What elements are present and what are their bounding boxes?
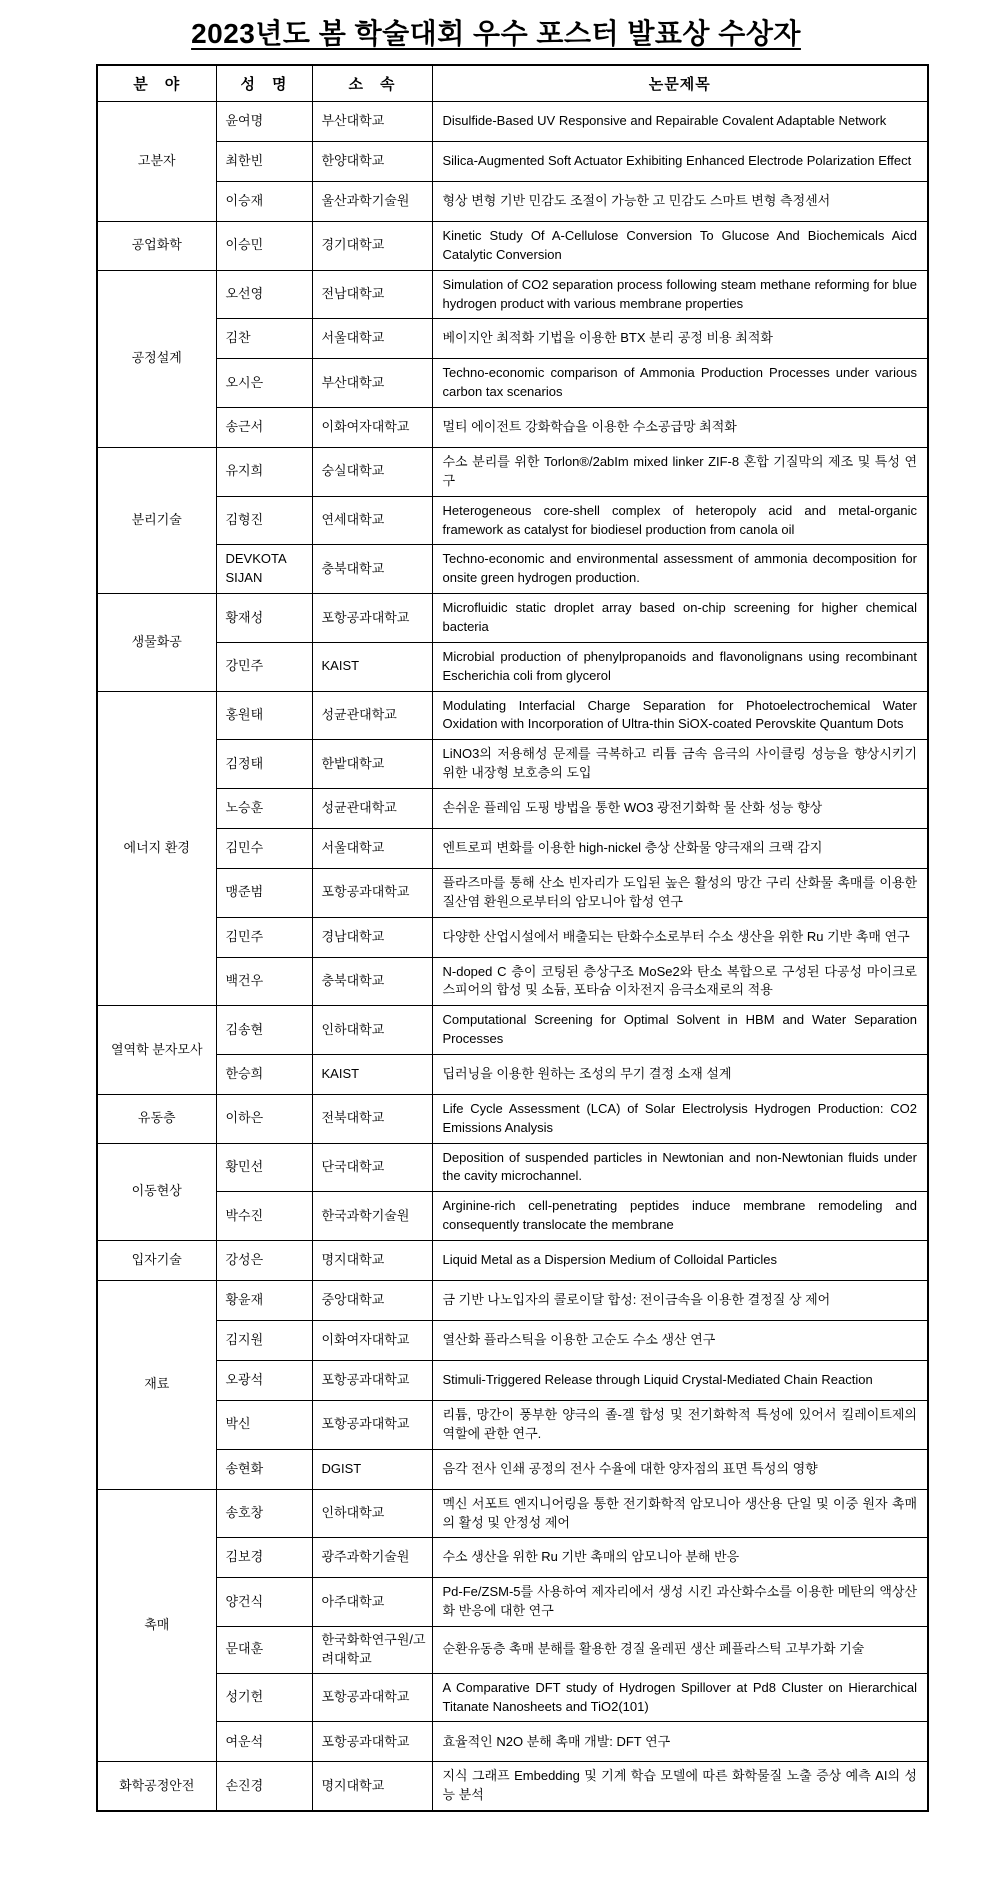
title-cell: Techno-economic and environmental assessment of ammonia decomposition for onsite green hydrogen production. [432,545,928,594]
table-row [97,1627,928,1674]
title-cell: 엔트로피 변화를 이용한 high-nickel 층상 산화물 양극재의 크랙 감지 [432,828,928,868]
name-cell: 강민주 [216,642,312,691]
title-cell: LiNO3의 저용해성 문제를 극복하고 리튬 금속 음극의 사이클링 성능을 향상시키기 위한 내장형 보호층의 도입 [432,740,928,789]
name-cell: 한승희 [216,1054,312,1094]
affiliation-cell: KAIST [312,642,432,691]
affiliation-cell: 울산과학기술원 [312,182,432,222]
affiliation-cell: 경남대학교 [312,917,432,957]
name-cell: 백건우 [216,957,312,1006]
name-cell: 김지원 [216,1321,312,1361]
table-row [97,319,928,359]
name-cell: 양건식 [216,1578,312,1627]
table-row [97,788,928,828]
affiliation-cell: 단국대학교 [312,1143,432,1192]
name-cell: DEVKOTA SIJAN [216,545,312,594]
name-cell: 박수진 [216,1192,312,1241]
affiliation-cell: 이화여자대학교 [312,1321,432,1361]
table-row [97,1054,928,1094]
table-row [97,868,928,917]
affiliation-cell: 한국화학연구원/고려대학교 [312,1627,432,1674]
title-cell: 손쉬운 플레임 도핑 방법을 통한 WO3 광전기화학 물 산화 성능 향상 [432,788,928,828]
affiliation-cell: 중앙대학교 [312,1281,432,1321]
affiliation-cell: 포항공과대학교 [312,868,432,917]
awards-table-header [97,65,928,102]
awards-table-body [97,102,928,1812]
affiliation-cell: 성균관대학교 [312,691,432,740]
table-row [97,1192,928,1241]
title-cell: 다양한 산업시설에서 배출되는 탄화수소로부터 수소 생산을 위한 Ru 기반 촉매 연구 [432,917,928,957]
table-row [97,1578,928,1627]
affiliation-cell: 연세대학교 [312,496,432,545]
title-cell: 효율적인 N2O 분해 촉매 개발: DFT 연구 [432,1722,928,1762]
name-cell: 이하은 [216,1094,312,1143]
title-cell: Simulation of CO2 separation process following steam methane reforming for blue hydrogen product with various membrane properties [432,270,928,319]
field-cell: 화학공정안전 [97,1762,216,1811]
name-cell: 문대훈 [216,1627,312,1674]
title-cell: 리튬, 망간이 풍부한 양극의 졸-겔 합성 및 전기화학적 특성에 있어서 킬레이트제의 역할에 관한 연구. [432,1401,928,1450]
affiliation-cell: 포항공과대학교 [312,1722,432,1762]
title-cell: 수소 분리를 위한 Torlon®/2abIm mixed linker ZIF-8 혼합 기질막의 제조 및 특성 연구 [432,448,928,497]
field-cell: 분리기술 [97,448,216,594]
field-cell: 촉매 [97,1489,216,1762]
title-cell: 플라즈마를 통해 산소 빈자리가 도입된 높은 활성의 망간 구리 산화물 촉매를 이용한 질산염 환원으로부터의 암모니아 합성 연구 [432,868,928,917]
page-title: 2023년도 봄 학술대회 우수 포스터 발표상 수상자 [191,18,801,49]
table-row [97,642,928,691]
table-row [97,1449,928,1489]
table-row [97,957,928,1006]
table-row [97,1673,928,1722]
table-row [97,1538,928,1578]
table-row [97,1006,928,1055]
name-cell: 김정태 [216,740,312,789]
table-row [97,545,928,594]
title-cell: 딥러닝을 이용한 원하는 조성의 무기 결정 소재 설계 [432,1054,928,1094]
table-row [97,1321,928,1361]
name-cell: 황민선 [216,1143,312,1192]
table-row [97,222,928,271]
affiliation-cell: 전북대학교 [312,1094,432,1143]
name-cell: 유지희 [216,448,312,497]
name-cell: 황재성 [216,594,312,643]
name-cell: 홍원태 [216,691,312,740]
name-cell: 김찬 [216,319,312,359]
title-cell: 지식 그래프 Embedding 및 기계 학습 모델에 따른 화학물질 노출 증상 예측 AI의 성능 분석 [432,1762,928,1811]
affiliation-cell: DGIST [312,1449,432,1489]
title-cell: Deposition of suspended particles in Newtonian and non-Newtonian fluids under the cavity microchannel. [432,1143,928,1192]
affiliation-cell: 이화여자대학교 [312,408,432,448]
name-cell: 송현화 [216,1449,312,1489]
title-cell: 멀티 에이전트 강화학습을 이용한 수소공급망 최적화 [432,408,928,448]
affiliation-cell: 성균관대학교 [312,788,432,828]
field-cell: 열역학 분자모사 [97,1006,216,1095]
affiliation-cell: 한국과학기술원 [312,1192,432,1241]
field-cell: 입자기술 [97,1241,216,1281]
table-row [97,142,928,182]
table-row [97,740,928,789]
table-row [97,1489,928,1538]
name-cell: 강성은 [216,1241,312,1281]
affiliation-cell: 포항공과대학교 [312,1401,432,1450]
affiliation-cell: 포항공과대학교 [312,594,432,643]
title-cell: Life Cycle Assessment (LCA) of Solar Electrolysis Hydrogen Production: CO2 Emissions Analysis [432,1094,928,1143]
awards-table [96,64,929,1812]
name-cell: 최한빈 [216,142,312,182]
header-name: 성 명 [216,65,312,102]
table-row [97,408,928,448]
affiliation-cell: 서울대학교 [312,828,432,868]
affiliation-cell: 아주대학교 [312,1578,432,1627]
title-cell: Disulfide-Based UV Responsive and Repairable Covalent Adaptable Network [432,102,928,142]
table-row [97,1094,928,1143]
name-cell: 박신 [216,1401,312,1450]
title-cell: Techno-economic comparison of Ammonia Production Processes under various carbon tax scenarios [432,359,928,408]
title-cell: 열산화 플라스틱을 이용한 고순도 수소 생산 연구 [432,1321,928,1361]
title-cell: Silica-Augmented Soft Actuator Exhibiting Enhanced Electrode Polarization Effect [432,142,928,182]
name-cell: 황윤재 [216,1281,312,1321]
table-row [97,1361,928,1401]
field-cell: 공정설계 [97,270,216,447]
title-cell: 수소 생산을 위한 Ru 기반 촉매의 암모니아 분해 반응 [432,1538,928,1578]
affiliation-cell: 인하대학교 [312,1006,432,1055]
name-cell: 오선영 [216,270,312,319]
title-cell: Stimuli-Triggered Release through Liquid Crystal-Mediated Chain Reaction [432,1361,928,1401]
title-cell: Pd-Fe/ZSM-5를 사용하여 제자리에서 생성 시킨 과산화수소를 이용한 메탄의 액상산화 반응에 대한 연구 [432,1578,928,1627]
title-cell: Liquid Metal as a Dispersion Medium of Colloidal Particles [432,1241,928,1281]
table-row [97,1722,928,1762]
name-cell: 오시은 [216,359,312,408]
title-cell: Arginine-rich cell-penetrating peptides induce membrane remodeling and consequently translocate the membrane [432,1192,928,1241]
affiliation-cell: 포항공과대학교 [312,1361,432,1401]
title-cell: N-doped C 층이 코팅된 층상구조 MoSe2와 탄소 복합으로 구성된 다공성 마이크로스피어의 합성 및 소듐, 포타슘 이차전지 음극소재로의 적용 [432,957,928,1006]
title-cell: 금 기반 나노입자의 콜로이달 합성: 전이금속을 이용한 결정질 상 제어 [432,1281,928,1321]
affiliation-cell: 포항공과대학교 [312,1673,432,1722]
name-cell: 김민수 [216,828,312,868]
name-cell: 오광석 [216,1361,312,1401]
title-cell: 음각 전사 인쇄 공정의 전사 수율에 대한 양자점의 표면 특성의 영향 [432,1449,928,1489]
affiliation-cell: KAIST [312,1054,432,1094]
affiliation-cell: 경기대학교 [312,222,432,271]
table-row [97,182,928,222]
affiliation-cell: 숭실대학교 [312,448,432,497]
affiliation-cell: 인하대학교 [312,1489,432,1538]
affiliation-cell: 서울대학교 [312,319,432,359]
header-field: 분 야 [97,65,216,102]
table-row [97,1241,928,1281]
title-cell: A Comparative DFT study of Hydrogen Spillover at Pd8 Cluster on Hierarchical Titanate Nanosheets and TiO2(101) [432,1673,928,1722]
table-row [97,594,928,643]
table-row [97,270,928,319]
title-cell: 베이지안 최적화 기법을 이용한 BTX 분리 공정 비용 최적화 [432,319,928,359]
field-cell: 에너지 환경 [97,691,216,1006]
name-cell: 성기헌 [216,1673,312,1722]
affiliation-cell: 부산대학교 [312,359,432,408]
title-cell: 멕신 서포트 엔지니어링을 통한 전기화학적 암모니아 생산용 단일 및 이중 원자 촉매의 활성 및 안정성 제어 [432,1489,928,1538]
header-affiliation: 소 속 [312,65,432,102]
field-cell: 고분자 [97,102,216,222]
field-cell: 유동층 [97,1094,216,1143]
name-cell: 김민주 [216,917,312,957]
table-row [97,448,928,497]
title-cell: 형상 변형 기반 민감도 조절이 가능한 고 민감도 스마트 변형 측정센서 [432,182,928,222]
title-cell: Microfluidic static droplet array based on-chip screening for higher chemical bacteria [432,594,928,643]
header-row [97,65,928,102]
name-cell: 김송현 [216,1006,312,1055]
affiliation-cell: 부산대학교 [312,102,432,142]
table-row [97,1762,928,1811]
name-cell: 이승재 [216,182,312,222]
name-cell: 김형진 [216,496,312,545]
affiliation-cell: 광주과학기술원 [312,1538,432,1578]
name-cell: 송근서 [216,408,312,448]
field-cell: 이동현상 [97,1143,216,1240]
title-cell: 순환유동층 촉매 분해를 활용한 경질 올레핀 생산 페플라스틱 고부가화 기술 [432,1627,928,1674]
table-row [97,1143,928,1192]
affiliation-cell: 전남대학교 [312,270,432,319]
affiliation-cell: 한양대학교 [312,142,432,182]
affiliation-cell: 명지대학교 [312,1241,432,1281]
name-cell: 윤여명 [216,102,312,142]
affiliation-cell: 한밭대학교 [312,740,432,789]
title-cell: Microbial production of phenylpropanoids and flavonolignans using recombinant Escherichia coli from glycerol [432,642,928,691]
field-cell: 재료 [97,1281,216,1490]
title-cell: Heterogeneous core-shell complex of heteropoly acid and metal-organic framework as catalyst for biodiesel production from canola oil [432,496,928,545]
name-cell: 맹준범 [216,868,312,917]
name-cell: 여운석 [216,1722,312,1762]
name-cell: 송호창 [216,1489,312,1538]
table-row [97,917,928,957]
table-row [97,1281,928,1321]
table-row [97,359,928,408]
affiliation-cell: 충북대학교 [312,545,432,594]
field-cell: 생물화공 [97,594,216,691]
table-row [97,691,928,740]
field-cell: 공업화학 [97,222,216,271]
name-cell: 김보경 [216,1538,312,1578]
name-cell: 노승훈 [216,788,312,828]
title-cell: Modulating Interfacial Charge Separation for Photoelectrochemical Water Oxidation with Incorporation of Ultra-thin SiOX-coated Perovskite Quantum Dots [432,691,928,740]
affiliation-cell: 명지대학교 [312,1762,432,1811]
title-cell: Computational Screening for Optimal Solvent in HBM and Water Separation Processes [432,1006,928,1055]
header-paper-title: 논문제목 [432,65,928,102]
table-row [97,1401,928,1450]
title-cell: Kinetic Study Of A-Cellulose Conversion To Glucose And Biochemicals Aicd Catalytic Conversion [432,222,928,271]
name-cell: 이승민 [216,222,312,271]
table-row [97,828,928,868]
affiliation-cell: 충북대학교 [312,957,432,1006]
name-cell: 손진경 [216,1762,312,1811]
table-row [97,102,928,142]
table-row [97,496,928,545]
